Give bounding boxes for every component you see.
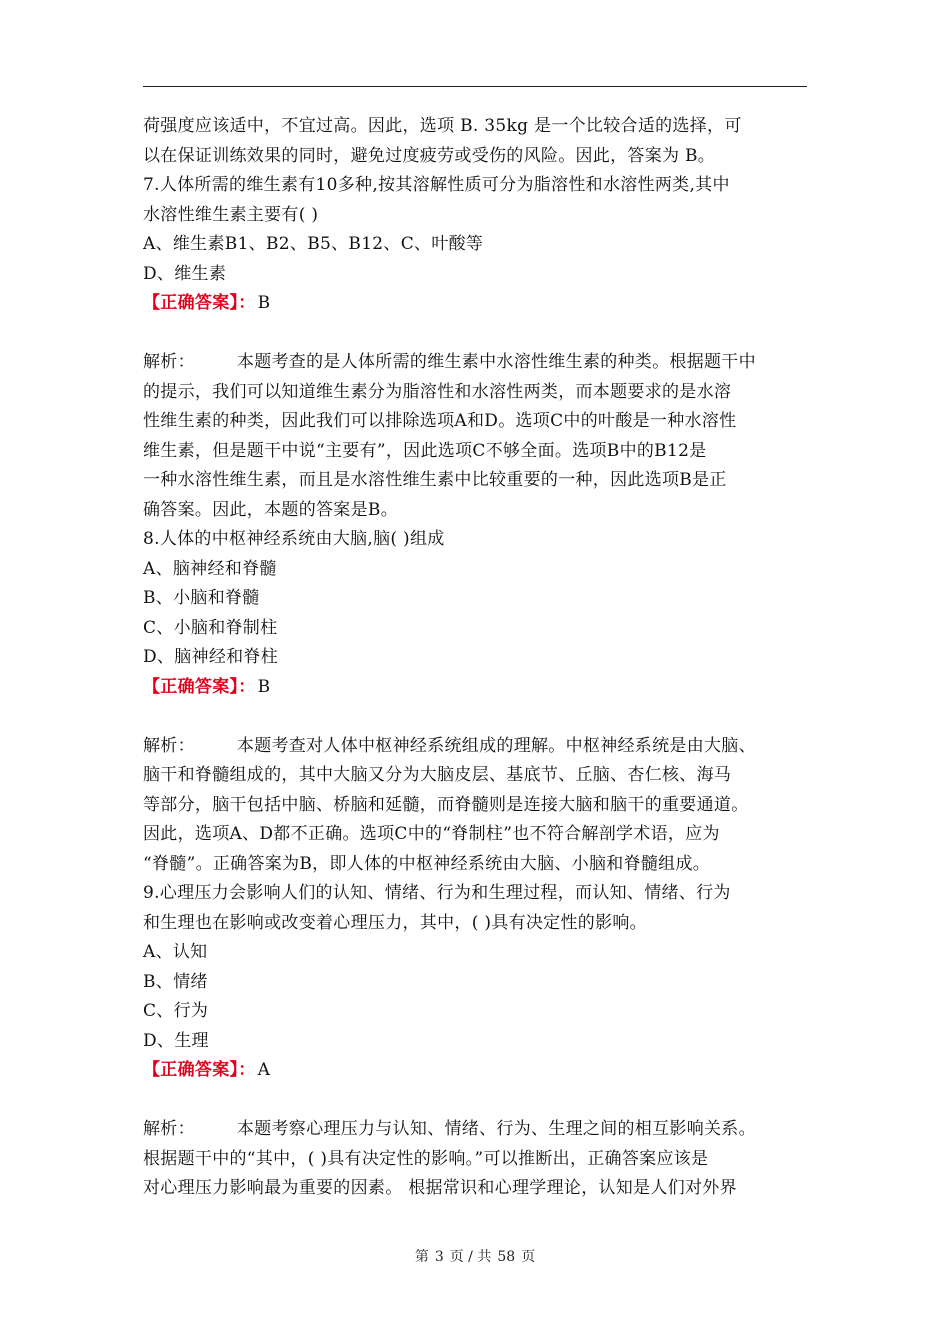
- total-pages: 58: [497, 1249, 516, 1265]
- answer-label: 【正确答案】：: [143, 293, 256, 313]
- q7-analysis: [143, 348, 807, 378]
- q8-analysis: [143, 732, 807, 762]
- q9-answer: [143, 1056, 807, 1086]
- analysis-text: 本题考查的是人体所需的维生素中水溶性维生素的种类。根据题干中: [236, 352, 756, 372]
- footer-mid: 页 / 共: [449, 1249, 492, 1265]
- q8-option-c: C、小脑和脊制柱: [143, 617, 278, 638]
- page-footer: [0, 1246, 950, 1266]
- q9-stem: 和生理也在影响或改变着心理压力，其中，( )具有决定性的影响。: [143, 912, 647, 933]
- q7-analysis-line: 确答案。因此，本题的答案是B。: [143, 499, 398, 520]
- q9-analysis-line: 对心理压力影响最为重要的因素。 根据常识和心理学理论，认知是人们对外界: [143, 1178, 737, 1198]
- q7-option-d: D、维生素: [143, 263, 227, 284]
- q7-stem: 水溶性维生素主要有( ): [143, 204, 319, 225]
- answer-value: A: [257, 1060, 271, 1080]
- footer-prefix: 第: [414, 1249, 429, 1265]
- q7-analysis-line: 的提示，我们可以知道维生素分为脂溶性和水溶性两类，而本题要求的是水溶: [143, 381, 732, 402]
- footer-suffix: 页: [521, 1249, 536, 1265]
- analysis-label: 解析：: [143, 735, 195, 756]
- q7-analysis-line: 一种水溶性维生素，而且是水溶性维生素中比较重要的一种，因此选项B是正: [143, 470, 727, 490]
- q8-analysis-line: 因此，选项A、D都不正确。选项C中的“脊制柱”也不符合解剖学术语，应为: [143, 824, 720, 844]
- q9-option-d: D、生理: [143, 1030, 209, 1051]
- page-number: 3: [434, 1249, 444, 1265]
- q8-option-a: A、脑神经和脊髓: [143, 558, 277, 579]
- q7-answer: [143, 289, 807, 319]
- analysis-label: 解析：: [143, 352, 195, 372]
- q9-option-a: A、认知: [143, 942, 208, 962]
- q7-analysis-line: 性维生素的种类，因此我们可以排除选项A和D。选项C中的叶酸是一种水溶性: [143, 411, 737, 431]
- q9-analysis-line: 根据题干中的“其中，( )具有决定性的影响。”可以推断出，正确答案应该是: [143, 1148, 709, 1169]
- q9-analysis: [143, 1115, 807, 1145]
- answer-label: 【正确答案】：: [143, 1060, 256, 1080]
- spacer: [143, 702, 807, 732]
- q8-analysis-line: 脑干和脊髓组成的，其中大脑又分为大脑皮层、基底节、丘脑、杏仁核、海马: [143, 765, 732, 785]
- intro-line: 荷强度应该适中，不宜过高。因此，选项 B. 35kg 是一个比较合适的选择，可: [143, 116, 742, 136]
- q9-option-c: C、行为: [143, 1001, 209, 1021]
- q9-option-b: B、情绪: [143, 971, 208, 992]
- answer-label: 【正确答案】：: [143, 676, 256, 697]
- q8-answer: [143, 673, 807, 703]
- q7-analysis-line: 维生素，但是题干中说“主要有”，因此选项C不够全面。选项B中的B12是: [143, 440, 707, 461]
- answer-value: B: [257, 293, 271, 313]
- q8-analysis-line: 等部分，脑干包括中脑、桥脑和延髓，而脊髓则是连接大脑和脑干的重要通道。: [143, 794, 749, 815]
- answer-value: B: [257, 676, 271, 697]
- q9-stem: 9.心理压力会影响人们的认知、情绪、行为和生理过程，而认知、情绪、行为: [143, 883, 731, 903]
- analysis-label: 解析：: [143, 1119, 195, 1139]
- document-body: [143, 112, 807, 1204]
- q8-option-d: D、脑神经和脊柱: [143, 647, 279, 667]
- intro-line: 以在保证训练效果的同时，避免过度疲劳或受伤的风险。因此，答案为 B。: [143, 145, 716, 166]
- q8-analysis-line: “脊髓”。正确答案为B，即人体的中枢神经系统由大脑、小脑和脊髓组成。: [143, 853, 711, 874]
- spacer: [143, 1086, 807, 1116]
- analysis-text: 本题考察心理压力与认知、情绪、行为、生理之间的相互影响关系。: [236, 1119, 756, 1139]
- q7-stem: 7.人体所需的维生素有10多种,按其溶解性质可分为脂溶性和水溶性两类,其中: [143, 175, 730, 195]
- analysis-text: 本题考查对人体中枢神经系统组成的理解。中枢神经系统是由大脑、: [236, 735, 756, 756]
- q8-option-b: B、小脑和脊髓: [143, 588, 260, 608]
- q8-stem: 8.人体的中枢神经系统由大脑,脑( )组成: [143, 529, 445, 549]
- spacer: [143, 319, 807, 349]
- q7-option-a: A、维生素B1、B2、B5、B12、C、叶酸等: [143, 234, 484, 254]
- header-rule: [143, 86, 807, 87]
